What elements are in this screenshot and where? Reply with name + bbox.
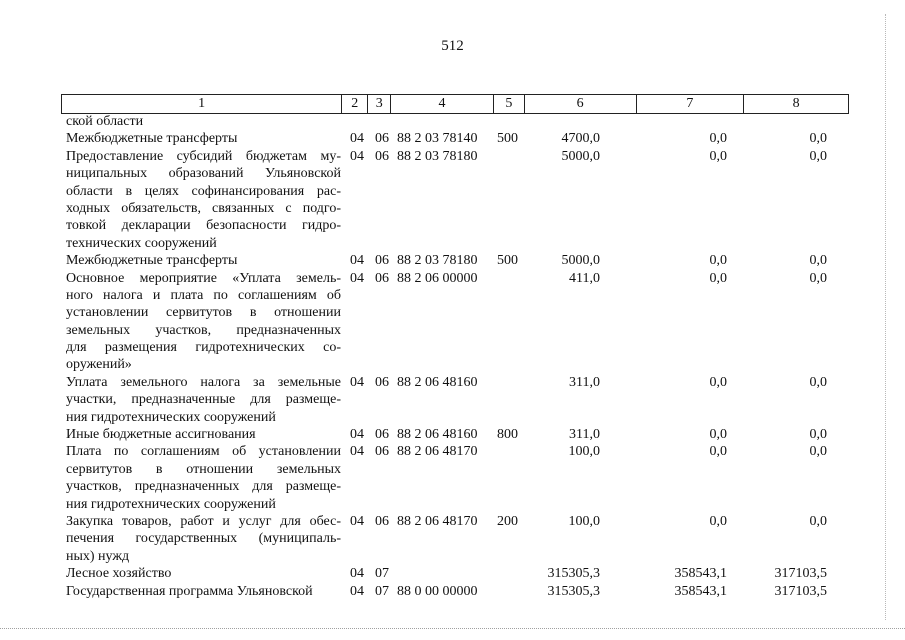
target-article-code: 88 2 06 48170 (397, 513, 478, 529)
amount-col-7: 0,0 (709, 513, 727, 529)
row-name (66, 270, 341, 374)
amount-col-7: 358543,1 (674, 566, 727, 582)
row-name (66, 252, 341, 269)
amount-col-6: 5000,0 (561, 253, 600, 269)
amount-col-8: 0,0 (809, 513, 827, 529)
row-name-line: установлении сервитутов в отношении (66, 305, 341, 321)
header-col-7: 7 (637, 95, 745, 113)
target-article-code: 88 2 03 78180 (397, 253, 478, 269)
row-name (66, 113, 341, 130)
row-name-line: Межбюджетные трансферты (66, 253, 238, 269)
subsection-code: 06 (375, 444, 389, 460)
section-code: 04 (350, 513, 364, 529)
section-code: 04 (350, 444, 364, 460)
amount-col-7: 0,0 (709, 253, 727, 269)
amount-col-8: 317103,5 (774, 566, 827, 582)
table-row (0, 513, 905, 565)
row-name-line: ного налога и плата по соглашениям об (66, 287, 341, 303)
expense-type-code: 200 (497, 513, 518, 529)
amount-col-6: 100,0 (568, 513, 600, 529)
row-name (66, 443, 341, 513)
amount-col-8: 0,0 (809, 427, 827, 443)
table-row (0, 130, 905, 147)
row-name-line: ных) нужд (66, 548, 130, 564)
amount-col-8: 317103,5 (774, 583, 827, 599)
row-name-line: Предоставление субсидий бюджетам му- (66, 148, 341, 164)
header-col-6: 6 (525, 95, 637, 113)
amount-col-6: 4700,0 (561, 131, 600, 147)
amount-col-8: 0,0 (809, 270, 827, 286)
section-code: 04 (350, 427, 364, 443)
header-col-4: 4 (391, 95, 494, 113)
expense-type-code: 500 (497, 131, 518, 147)
header-col-3: 3 (368, 95, 391, 113)
header-col-2: 2 (342, 95, 368, 113)
target-article-code: 88 2 06 48160 (397, 374, 478, 390)
amount-col-6: 411,0 (569, 270, 600, 286)
amount-col-6: 311,0 (569, 374, 600, 390)
target-article-code: 88 2 03 78180 (397, 148, 478, 164)
row-name-line: Государственная программа Ульяновской (66, 583, 313, 599)
table-row (0, 374, 905, 426)
subsection-code: 06 (375, 253, 389, 269)
table-row (0, 426, 905, 443)
amount-col-8: 0,0 (809, 374, 827, 390)
amount-col-6: 315305,3 (547, 566, 600, 582)
row-name-line: для размещения гидротехнических со- (66, 340, 341, 356)
header-col-1: 1 (62, 95, 342, 113)
row-name-line: ния гидротехнических сооружений (66, 496, 276, 512)
table-row (0, 148, 905, 252)
amount-col-8: 0,0 (809, 148, 827, 164)
amount-col-7: 0,0 (709, 270, 727, 286)
header-col-5: 5 (494, 95, 525, 113)
amount-col-7: 0,0 (709, 148, 727, 164)
amount-col-7: 0,0 (709, 131, 727, 147)
amount-col-6: 5000,0 (561, 148, 600, 164)
target-article-code: 88 2 06 00000 (397, 270, 478, 286)
target-article-code: 88 2 06 48160 (397, 427, 478, 443)
row-name-line: оружений» (66, 357, 132, 373)
subsection-code: 07 (375, 566, 389, 582)
row-name-line: участков, предназначенных для размеще- (66, 479, 341, 495)
row-name (66, 513, 341, 565)
row-name-line: сервитутов в отношении земельных (66, 461, 341, 477)
amount-col-6: 311,0 (569, 427, 600, 443)
section-code: 04 (350, 253, 364, 269)
row-name-line: технических сооружений (66, 235, 217, 251)
row-name-line: печения государственных (муниципаль- (66, 531, 341, 547)
target-article-code: 88 2 03 78140 (397, 131, 478, 147)
amount-col-8: 0,0 (809, 131, 827, 147)
row-name-line: области в целях софинансирования рас- (66, 183, 341, 199)
row-name (66, 426, 341, 443)
section-code: 04 (350, 148, 364, 164)
expense-type-code: 500 (497, 253, 518, 269)
section-code: 04 (350, 566, 364, 582)
amount-col-6: 315305,3 (547, 583, 600, 599)
amount-col-6: 100,0 (568, 444, 600, 460)
row-name-line: Основное мероприятие «Уплата земель- (66, 270, 341, 286)
section-code: 04 (350, 131, 364, 147)
amount-col-7: 358543,1 (674, 583, 727, 599)
row-name-line: ния гидротехнических сооружений (66, 409, 276, 425)
row-name-line: земельных участков, предназначенных (66, 322, 341, 338)
section-code: 04 (350, 374, 364, 390)
subsection-code: 06 (375, 131, 389, 147)
row-name-line: Межбюджетные трансферты (66, 131, 238, 147)
subsection-code: 06 (375, 270, 389, 286)
row-name (66, 148, 341, 252)
header-col-8: 8 (792, 96, 800, 111)
table-row (0, 270, 905, 374)
amount-col-7: 0,0 (709, 374, 727, 390)
section-code: 04 (350, 270, 364, 286)
amount-col-7: 0,0 (709, 427, 727, 443)
table-row (0, 565, 905, 582)
table-row (0, 583, 905, 600)
row-name-line: ниципальных образований Ульяновской (66, 166, 341, 182)
amount-col-8: 0,0 (809, 253, 827, 269)
subsection-code: 06 (375, 513, 389, 529)
scan-edge-bottom (0, 628, 905, 630)
subsection-code: 06 (375, 148, 389, 164)
table-header (61, 94, 849, 114)
row-name-line: Плата по соглашениям об установлении (66, 444, 341, 460)
target-article-code: 88 0 00 00000 (397, 583, 478, 599)
row-name-line: Лесное хозяйство (66, 566, 172, 582)
target-article-code: 88 2 06 48170 (397, 444, 478, 460)
row-name-line: ской области (66, 114, 144, 129)
row-name (66, 583, 341, 600)
section-code: 04 (350, 583, 364, 599)
amount-col-8: 0,0 (809, 444, 827, 460)
row-name-line: Уплата земельного налога за земельные (66, 374, 341, 390)
row-name-line: Закупка товаров, работ и услуг для обес- (66, 513, 341, 529)
row-name-line: ходных обязательств, связанных с подго- (66, 200, 341, 216)
subsection-code: 06 (375, 374, 389, 390)
table-row (0, 252, 905, 269)
subsection-code: 06 (375, 427, 389, 443)
expense-type-code: 800 (497, 427, 518, 443)
amount-col-7: 0,0 (709, 444, 727, 460)
row-name-line: товкой декларации безопасности гидро- (66, 218, 341, 234)
row-name-line: участки, предназначенные для размеще- (66, 392, 341, 408)
row-name-line: Иные бюджетные ассигнования (66, 427, 256, 443)
table-row (0, 113, 905, 130)
subsection-code: 07 (375, 583, 389, 599)
page-number: 512 (441, 38, 464, 54)
row-name (66, 130, 341, 147)
table-row (0, 443, 905, 513)
row-name (66, 565, 341, 582)
budget-table-body (0, 113, 905, 600)
row-name (66, 374, 341, 426)
